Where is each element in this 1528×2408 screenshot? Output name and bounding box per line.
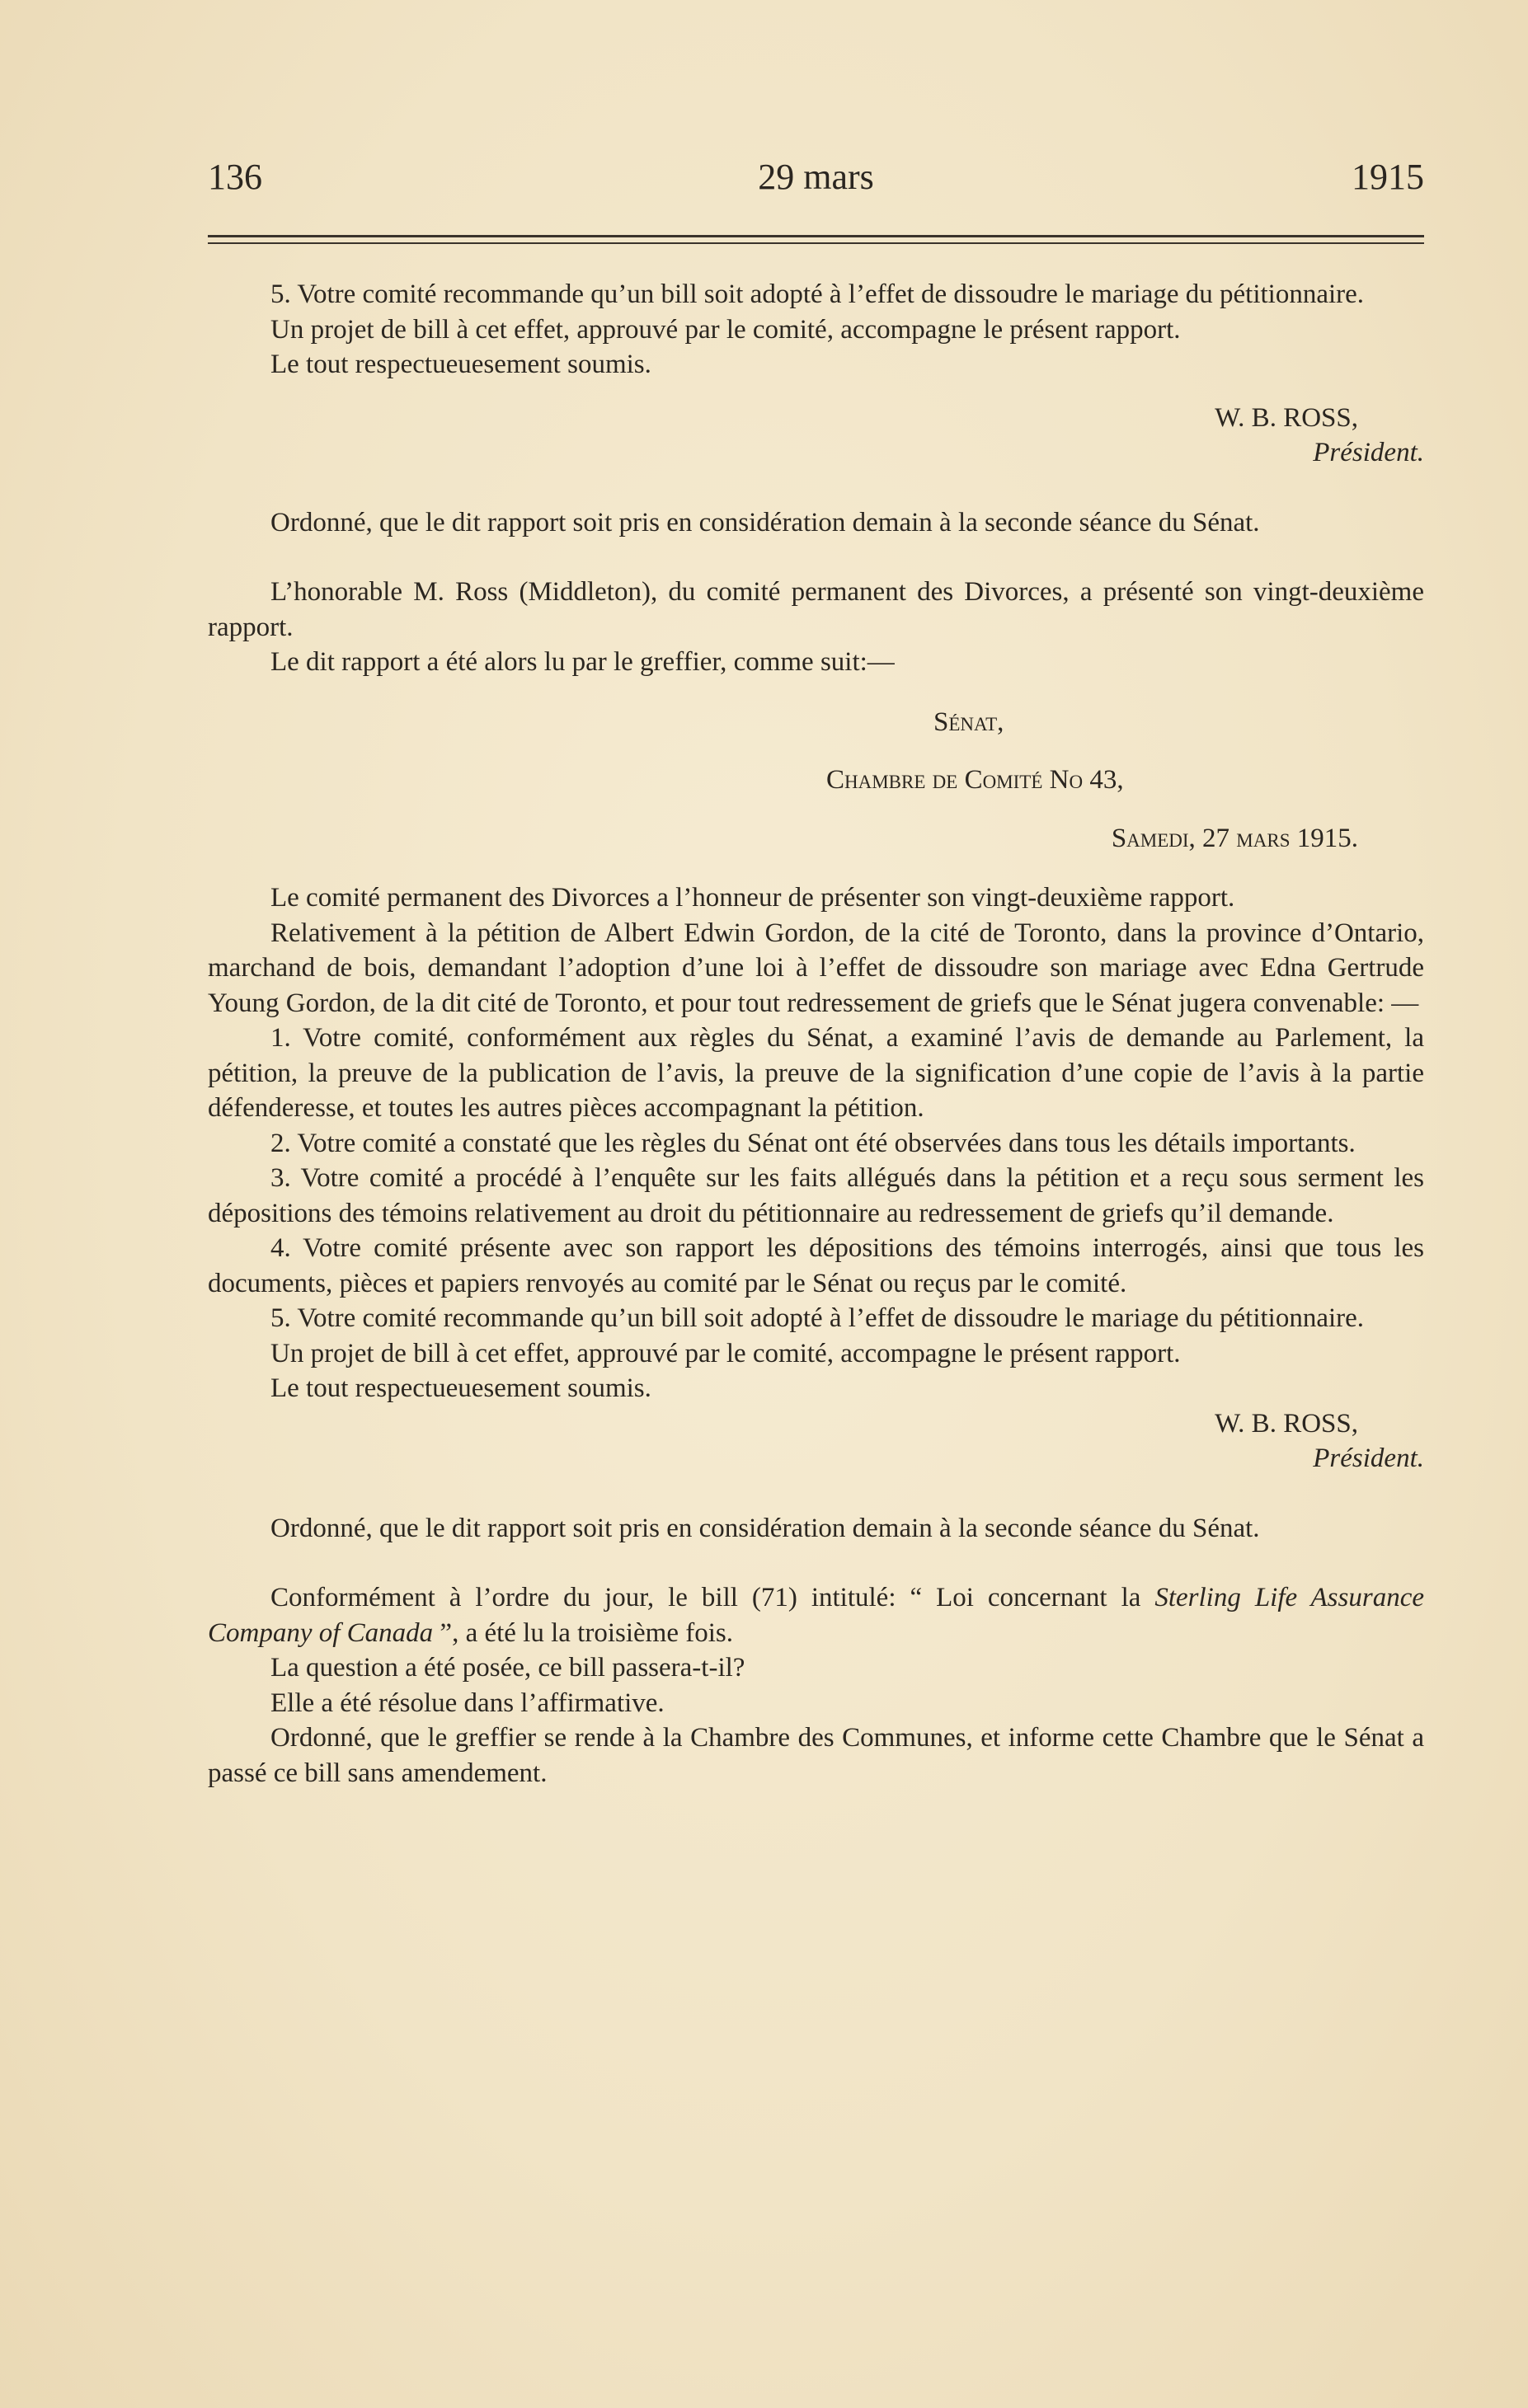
s2-date: Samedi, 27 mars 1915. [1111,823,1358,853]
page-year: 1915 [1352,157,1424,197]
s1-respect: Le tout respectueuesement soumis. [270,350,651,379]
s3-resolved: Elle a été résolue dans l’affirmative. [270,1687,665,1718]
page-header [208,153,1424,202]
s1-signature-name: W. B. ROSS, [1215,402,1358,433]
s1-item5: 5. Votre comité recommande qu’un bill soit adopté à l’effet de dissoudre le mariage du pétitionnaire. [270,279,1365,309]
s2-senat: Sénat, [933,706,1004,737]
s1-bill-line: Un projet de bill à cet effet, approuvé par le comité, accompagne le présent rapport. [270,314,1181,345]
header-rule-bottom [208,242,1424,244]
page-number: 136 [208,157,262,197]
s2-chamber: Chambre de Comité No 43, [826,765,1124,795]
s2-report-intro: Le comité permanent des Divorces a l’honneur de présenter son vingt-deuxième rapport. [270,883,1235,913]
page-date: 29 mars [758,157,874,197]
s2-item1: 1. Votre comité, conformément aux règles du Sénat, a examiné l’avis de demande au Parlement, la pétition, la preuve de la publication de l’avis, la preuve de la signification d’une copie de l’avis à la partie défenderesse, et toutes les autres pièces accompagnant la pétition. [208,1023,1424,1123]
s2-signature-title: Président. [1313,1443,1424,1473]
s2-item5: 5. Votre comité recommande qu’un bill soit adopté à l’effet de dissoudre le mariage du pétitionnaire. [270,1303,1365,1333]
s2-item2: 2. Votre comité a constaté que les règles du Sénat ont été observées dans tous les détails importants. [270,1128,1356,1158]
s2-relatively: Relativement à la pétition de Albert Edwin Gordon, de la cité de Toronto, dans la province d’Ontario, marchand de bois, demandant l’adoption d’une loi à l’effet de dissoudre son mariage avec Edna Gertrude Young Gordon, de la dit cité de Toronto, et pour tout redressement de griefs que le Sénat jugera convenable: — [208,918,1424,1018]
s1-ordered: Ordonné, que le dit rapport soit pris en considération demain à la seconde séance du Sénat. [270,507,1260,537]
s1-signature-title: Président. [1313,438,1424,467]
s2-item3: 3. Votre comité a procédé à l’enquête sur les faits allégués dans la pétition et a reçu sous serment les dépositions des témoins relativement au droit du pétitionnaire au redressement de griefs qu’il demande. [208,1163,1424,1228]
s2-item4: 4. Votre comité présente avec son rapport les dépositions des témoins interrogés, ainsi que tous les documents, pièces et papiers renvoyés au comité par le Sénat ou reçus par le comité. [208,1233,1424,1298]
header-rule-top [208,235,1424,237]
s2-ordered: Ordonné, que le dit rapport soit pris en considération demain à la seconde séance du Sénat. [270,1513,1260,1543]
s3-intro: Conformément à l’ordre du jour, le bill (71) intitulé: “ Loi concernant la Sterling Life Assurance Company of Canada ”, a été lu la troisième fois. [208,1583,1425,1648]
s2-respect: Le tout respectueuesement soumis. [270,1373,651,1403]
s2-intro: L’honorable M. Ross (Middleton), du comité permanent des Divorces, a présenté son vingt-deuxième rapport. [208,577,1424,642]
s2-read: Le dit rapport a été alors lu par le greffier, comme suit:— [270,647,895,677]
s3-question: La question a été posée, ce bill passera-t-il? [270,1653,745,1683]
page-body [208,277,1424,1791]
s2-bill-line: Un projet de bill à cet effet, approuvé par le comité, accompagne le présent rapport. [270,1338,1181,1368]
s3-ordered: Ordonné, que le greffier se rende à la Chambre des Communes, et informe cette Chambre que le Sénat a passé ce bill sans amendement. [208,1723,1424,1788]
s2-signature-name: W. B. ROSS, [1215,1408,1358,1439]
